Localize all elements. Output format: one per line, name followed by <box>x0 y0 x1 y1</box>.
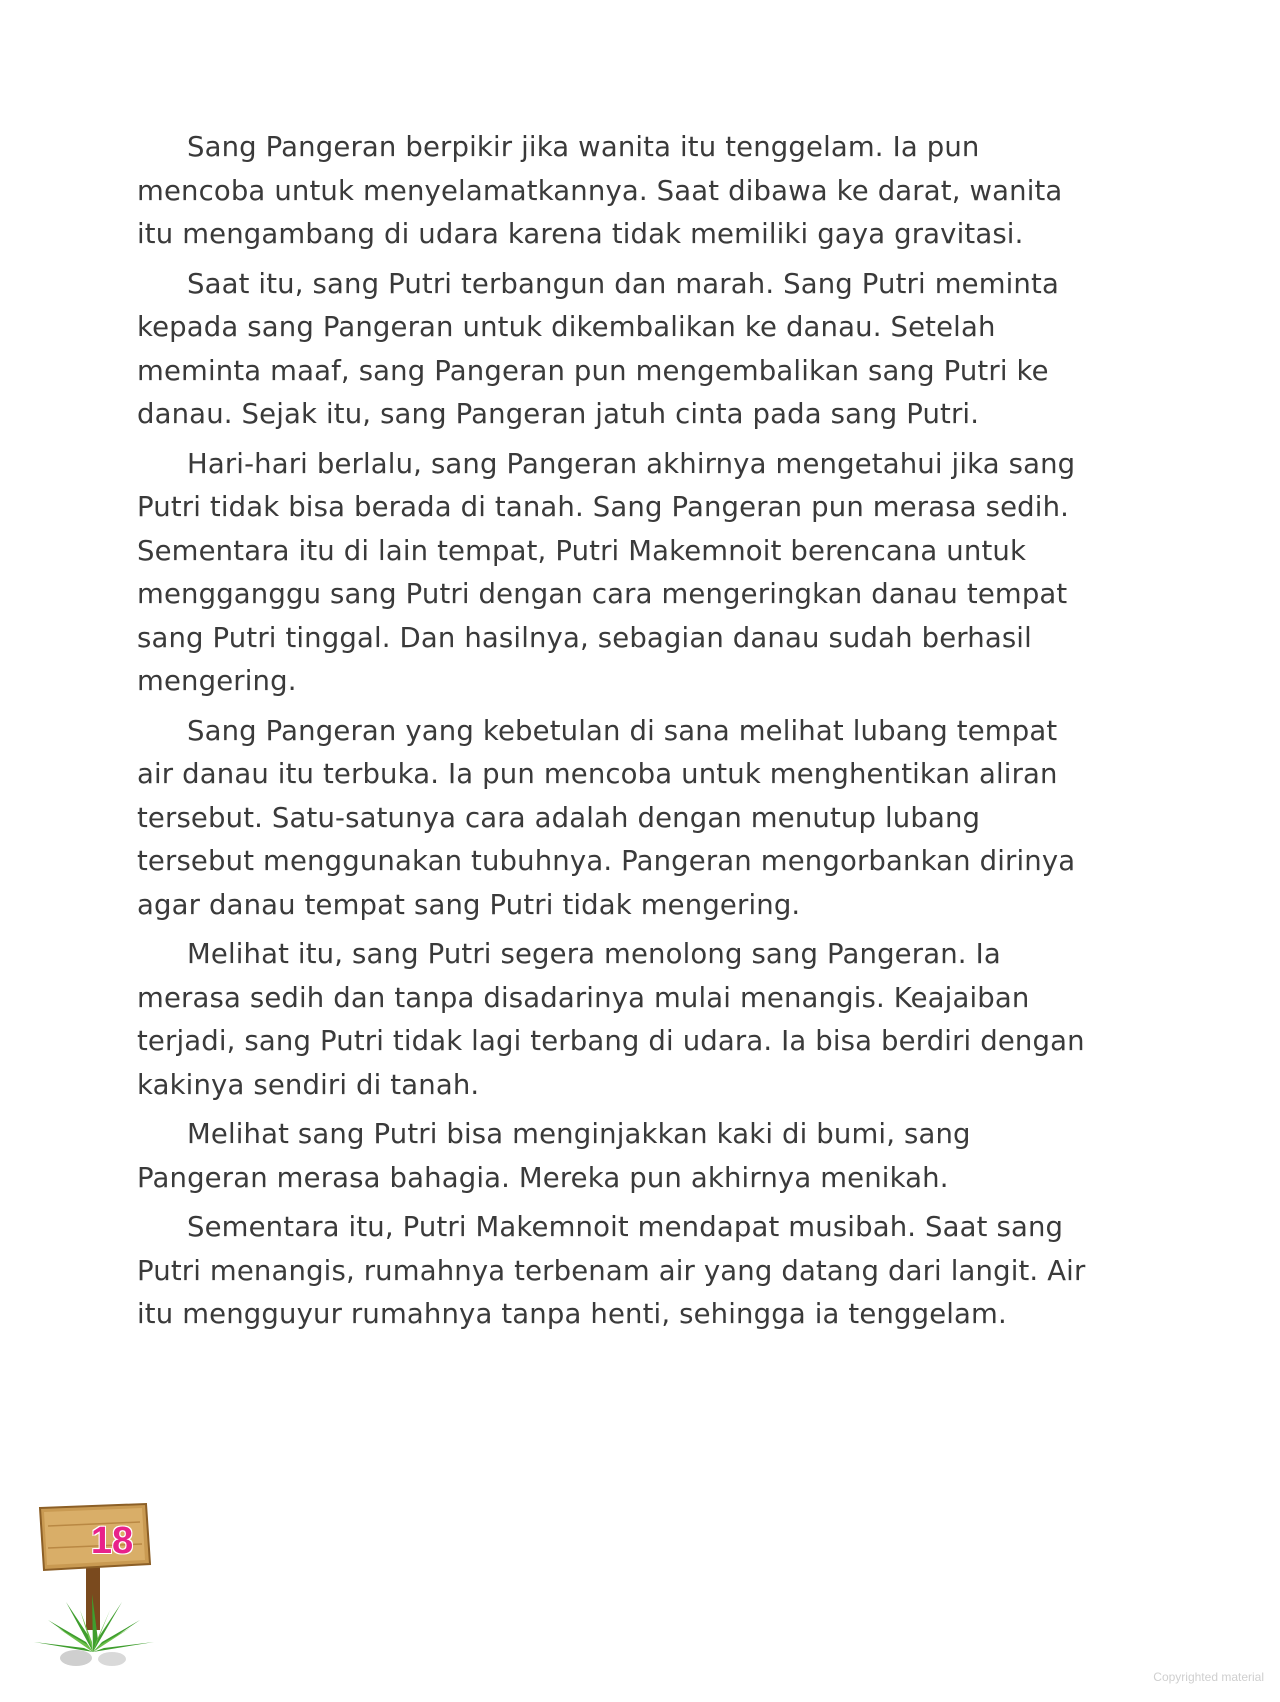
story-text <box>137 126 1137 1343</box>
copyright-watermark: Copyrighted material <box>1153 1670 1264 1684</box>
text-line: danau. Sejak itu, sang Pangeran jatuh cinta pada sang Putri. <box>137 398 980 430</box>
paragraph <box>137 263 1137 437</box>
text-line: Pangeran merasa bahagia. Mereka pun akhirnya menikah. <box>137 1161 949 1194</box>
text-line: agar danau tempat sang Putri tidak mengering. <box>137 888 801 921</box>
text-line: merasa sedih dan tanpa disadarinya mulai menangis. Keajaiban <box>137 981 1030 1014</box>
paragraph <box>137 933 1137 1107</box>
text-line: sang Putri tinggal. Dan hasilnya, sebagian danau sudah berhasil <box>137 621 1032 654</box>
text-line: Saat itu, sang Putri terbangun dan marah. Sang Putri meminta <box>187 267 1059 300</box>
text-line: mengering. <box>137 665 297 697</box>
paragraph <box>137 1113 1137 1200</box>
text-line: Sementara itu, Putri Makemnoit mendapat musibah. Saat sang <box>187 1211 1064 1243</box>
paragraph <box>137 126 1137 257</box>
text-line: meminta maaf, sang Pangeran pun mengembalikan sang Putri ke <box>137 354 1049 387</box>
text-line: itu mengambang di udara karena tidak memiliki gaya gravitasi. <box>137 218 1024 250</box>
text-line: terjadi, sang Putri tidak lagi terbang di udara. Ia bisa berdiri dengan <box>137 1025 1085 1057</box>
text-line: itu mengguyur rumahnya tanpa henti, sehingga ia tenggelam. <box>137 1298 1007 1330</box>
paragraph <box>137 710 1137 928</box>
text-line: Sang Pangeran berpikir jika wanita itu tenggelam. Ia pun <box>187 131 980 163</box>
text-line: kakinya sendiri di tanah. <box>137 1068 480 1101</box>
paragraph <box>137 443 1137 704</box>
page-number-sign <box>28 1502 158 1672</box>
text-line: kepada sang Pangeran untuk dikembalikan ke danau. Setelah <box>137 311 996 343</box>
text-line: Sang Pangeran yang kebetulan di sana melihat lubang tempat <box>187 714 1058 747</box>
text-line: mengganggu sang Putri dengan cara mengeringkan danau tempat <box>137 578 1068 610</box>
text-line: Hari-hari berlalu, sang Pangeran akhirnya mengetahui jika sang <box>187 447 1076 480</box>
text-line: Sementara itu di lain tempat, Putri Makemnoit berencana untuk <box>137 534 1027 567</box>
paragraph <box>137 1206 1137 1337</box>
text-line: Melihat itu, sang Putri segera menolong sang Pangeran. Ia <box>187 938 1001 970</box>
text-line: mencoba untuk menyelamatkannya. Saat dibawa ke darat, wanita <box>137 174 1063 207</box>
text-line: tersebut menggunakan tubuhnya. Pangeran mengorbankan dirinya <box>137 845 1076 877</box>
stone <box>60 1650 92 1666</box>
stone <box>98 1652 126 1666</box>
text-line: tersebut. Satu-satunya cara adalah dengan menutup lubang <box>137 801 981 834</box>
text-line: Melihat sang Putri bisa menginjakkan kaki di bumi, sang <box>187 1118 971 1150</box>
text-line: Putri menangis, rumahnya terbenam air yang datang dari langit. Air <box>137 1254 1086 1287</box>
page-number: 18 <box>90 1520 134 1562</box>
text-line: air danau itu terbuka. Ia pun mencoba untuk menghentikan aliran <box>137 758 1058 790</box>
text-line: Putri tidak bisa berada di tanah. Sang Pangeran pun merasa sedih. <box>137 491 1070 523</box>
